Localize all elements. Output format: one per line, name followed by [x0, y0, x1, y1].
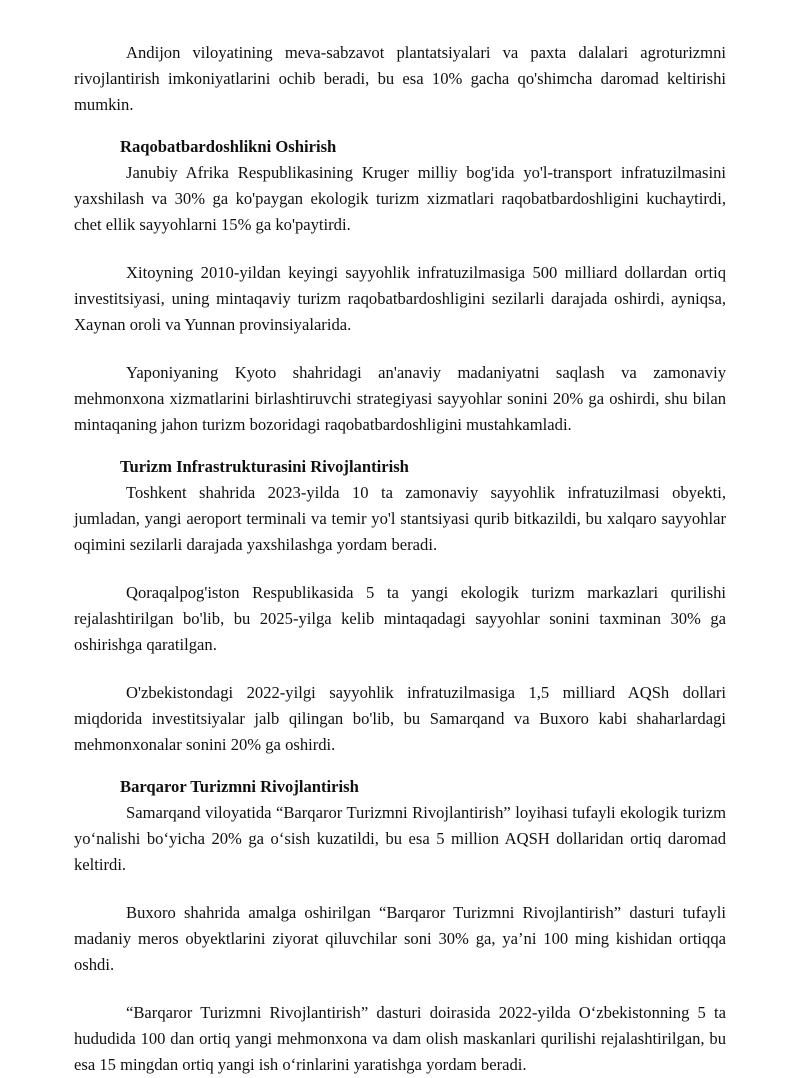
section-heading-sustainable: Barqaror Turizmni Rivojlantirish — [120, 777, 359, 796]
paragraph-samarkand: Samarqand viloyatida “Barqaror Turizmni Rivojlantirish” loyihasi tufayli ekologik turizm yo‘nalishi bo‘yicha 20% ga o‘sish kuzatildi, bu esa 5 million AQSH dollaridan ortiq daromad keltirdi. — [74, 803, 726, 874]
paragraph-tashkent: Toshkent shahrida 2023-yilda 10 ta zamonaviy sayyohlik infratuzilmasi obyekti, jumladan, yangi aeroport terminali va temir yo'l stantsiyasi qurib bitkazildi, bu xalqaro sayyohlar oqimini sezilarli darajada yaxshilashga yordam beradi. — [74, 483, 726, 554]
paragraph-karakalpakstan: Qoraqalpog'iston Respublikasida 5 ta yangi ekologik turizm markazlari qurilishi rejalashtirilgan bo'lib, bu 2025-yilga kelib mintaqadagi sayyohlar sonini taxminan 30% ga oshirishga qaratilgan. — [74, 583, 726, 654]
paragraph-kyoto: Yaponiyaning Kyoto shahridagi an'anaviy madaniyatni saqlash va zamonaviy mehmonxona xizmatlarini birlashtiruvchi strategiyasi sayyohlar sonini 20% ga oshirdi, shu bilan mintaqaning jahon turizm bozoridagi raqobatbardoshligini mustahkamladi. — [74, 363, 726, 434]
paragraph-bukhara: Buxoro shahrida amalga oshirilgan “Barqaror Turizmni Rivojlantirish” dasturi tufayli madaniy meros obyektlarini ziyorat qiluvchilar soni 30% ga, ya’ni 100 ming kishidan ortiqqa oshdi. — [74, 903, 726, 974]
document-page — [74, 40, 726, 1078]
paragraph-china: Xitoyning 2010-yildan keyingi sayyohlik infratuzilmasiga 500 milliard dollardan ortiq investitsiyasi, uning mintaqaviy turizm raqobatbardoshligini sezilarli darajada oshirdi, ayniqsa, Xaynan oroli va Yunnan provinsiyalarida. — [74, 263, 726, 334]
section-heading-infrastructure: Turizm Infrastrukturasini Rivojlantirish — [120, 457, 409, 476]
intro-paragraph: Andijon viloyatining meva-sabzavot plantatsiyalari va paxta dalalari agroturizmni rivojlantirish imkoniyatlarini ochib beradi, bu esa 10% gacha qo'shimcha daromad keltirishi mumkin. — [74, 43, 726, 114]
paragraph-uzbekistan-investment: O'zbekistondagi 2022-yilgi sayyohlik infratuzilmasiga 1,5 milliard AQSh dollari miqdorida investitsiyalar jalb qilingan bo'lib, bu Samarqand va Buxoro kabi shaharlardagi mehmonxonalar sonini 20% ga oshirdi. — [74, 683, 726, 754]
paragraph-kruger: Janubiy Afrika Respublikasining Kruger milliy bog'ida yo'l-transport infratuzilmasini yaxshilash va 30% ga ko'paygan ekologik turizm xizmatlari raqobatbardoshligini kuchaytirdi, chet ellik sayyohlarni 15% ga ko'paytirdi. — [74, 163, 726, 234]
paragraph-program-2022: “Barqaror Turizmni Rivojlantirish” dasturi doirasida 2022-yilda O‘zbekistonning 5 ta hududida 100 dan ortiq yangi mehmonxona va dam olish maskanlari qurilishi rejalashtirilgan, bu esa 15 mingdan ortiq yangi ish o‘rinlarini yaratishga yordam beradi. — [74, 1003, 726, 1074]
section-heading-competitiveness: Raqobatbardoshlikni Oshirish — [120, 137, 337, 156]
